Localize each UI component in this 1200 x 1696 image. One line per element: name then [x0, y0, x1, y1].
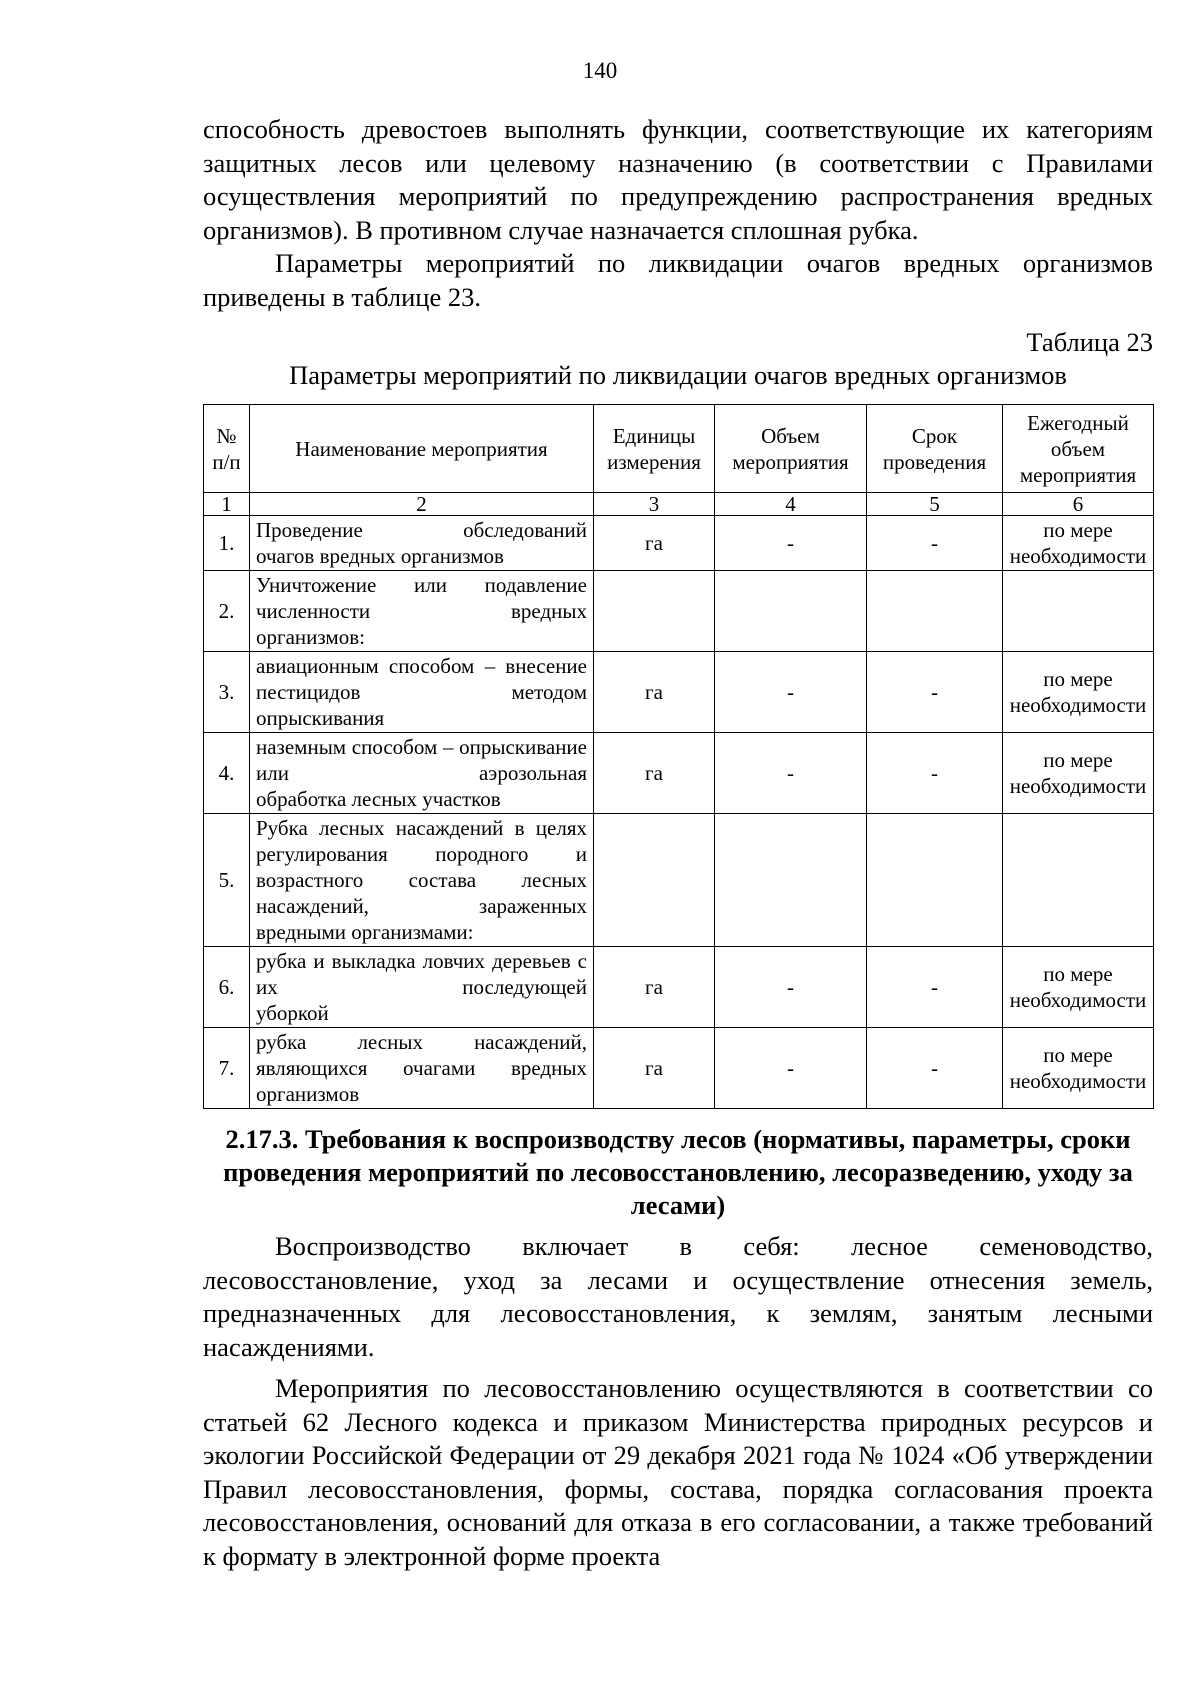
row-name-main: рубка и выкладка ловчих деревьев с их последующей	[256, 949, 587, 999]
table-header-row	[204, 405, 1154, 493]
header-name: Наименование мероприятия	[250, 405, 594, 493]
row-volume	[715, 814, 867, 947]
row-units: га	[594, 733, 715, 814]
row-name	[250, 733, 594, 814]
column-number-row	[204, 493, 1154, 516]
document-body	[203, 113, 1153, 1573]
row-units	[594, 814, 715, 947]
row-term: -	[867, 652, 1003, 733]
row-term: -	[867, 1028, 1003, 1109]
row-volume: -	[715, 733, 867, 814]
table-title: Параметры мероприятий по ликвидации очагов вредных организмов	[289, 360, 1067, 390]
row-units: га	[594, 1028, 715, 1109]
row-term	[867, 814, 1003, 947]
row-annual: по мере необходимости	[1003, 516, 1154, 571]
section-heading: 2.17.3. Требования к воспроизводству лесов (нормативы, параметры, сроки проведения мероприятий по лесовосстановлению, лесоразведению, уходу за лесами)	[223, 1124, 1133, 1220]
header-volume: Объем мероприятия	[715, 405, 867, 493]
header-num: № п/п	[204, 405, 250, 493]
row-num: 4.	[204, 733, 250, 814]
row-num: 6.	[204, 947, 250, 1028]
row-num: 3.	[204, 652, 250, 733]
row-num: 5.	[204, 814, 250, 947]
row-annual	[1003, 571, 1154, 652]
paragraph-gap	[203, 1364, 1153, 1372]
row-volume: -	[715, 652, 867, 733]
row-name-main: Уничтожение или подавление численности вредных	[256, 573, 587, 623]
row-num: 1.	[204, 516, 250, 571]
row-name	[250, 516, 594, 571]
page-number: 140	[582, 58, 618, 83]
row-name-main: наземным способом – опрыскивание или аэрозольная	[256, 735, 587, 785]
row-volume: -	[715, 947, 867, 1028]
row-name-main: авиационным способом – внесение пестицидов методом	[256, 654, 587, 704]
column-number: 1	[204, 493, 250, 516]
header-units: Единицы измерения	[594, 405, 715, 493]
row-name-main: Проведение обследований	[256, 518, 587, 542]
row-name-last: вредными организмами:	[256, 920, 474, 944]
row-annual: по мере необходимости	[1003, 733, 1154, 814]
row-name-main: Рубка лесных насаждений в целях регулирования породного и возрастного состава лесных насаждений, зараженных	[256, 816, 587, 918]
table-row	[204, 1028, 1154, 1109]
table-label: Таблица 23	[1026, 327, 1153, 357]
row-term: -	[867, 947, 1003, 1028]
row-num: 7.	[204, 1028, 250, 1109]
row-name-last: организмов	[256, 1082, 360, 1106]
table-row	[204, 652, 1154, 733]
row-name	[250, 814, 594, 947]
column-number: 6	[1003, 493, 1154, 516]
row-term: -	[867, 516, 1003, 571]
row-volume	[715, 571, 867, 652]
header-term: Срок проведения	[867, 405, 1003, 493]
row-name	[250, 652, 594, 733]
row-term: -	[867, 733, 1003, 814]
table-row	[204, 733, 1154, 814]
row-name-last: уборкой	[256, 1001, 329, 1025]
intro-paragraph: способность древостоев выполнять функции, соответствующие их категориям защитных лесов или целевому назначению (в соответствии с Правилами осуществления мероприятий по предупреждению распространения вредных организмов). В противном случае назначается сплошная рубка.	[203, 114, 1153, 245]
table-row	[204, 814, 1154, 947]
row-units: га	[594, 947, 715, 1028]
reproduction-paragraph: Воспроизводство включает в себя: лесное семеноводство, лесовосстановление, уход за лесами и осуществление отнесения земель, предназначенных для лесовосстановления, к землям, занятым лесными насаждениями.	[203, 1231, 1153, 1362]
row-annual: по мере необходимости	[1003, 1028, 1154, 1109]
row-name	[250, 947, 594, 1028]
column-number: 3	[594, 493, 715, 516]
row-annual: по мере необходимости	[1003, 652, 1154, 733]
params-paragraph: Параметры мероприятий по ликвидации очагов вредных организмов приведены в таблице 23.	[203, 248, 1153, 312]
row-units	[594, 571, 715, 652]
row-num: 2.	[204, 571, 250, 652]
row-name-main: рубка лесных насаждений, являющихся очагами вредных	[256, 1030, 587, 1080]
row-annual	[1003, 814, 1154, 947]
row-volume: -	[715, 516, 867, 571]
table-row	[204, 571, 1154, 652]
measures-table	[203, 404, 1154, 1109]
row-volume: -	[715, 1028, 867, 1109]
table-row	[204, 947, 1154, 1028]
row-term	[867, 571, 1003, 652]
column-number: 2	[250, 493, 594, 516]
measures-paragraph: Мероприятия по лесовосстановлению осуществляются в соответствии со статьей 62 Лесного кодекса и приказом Министерства природных ресурсов и экологии Российской Федерации от 29 декабря 2021 года № 1024 «Об утверждении Правил лесовосстановления, формы, состава, порядка согласования проекта лесовосстановления, оснований для отказа в его согласовании, а также требований к формату в электронной форме проекта	[203, 1373, 1153, 1571]
column-number: 4	[715, 493, 867, 516]
row-name-last: обработка лесных участков	[256, 787, 501, 811]
row-name-last: очагов вредных организмов	[256, 544, 504, 568]
table-row	[204, 516, 1154, 571]
row-name	[250, 571, 594, 652]
row-units: га	[594, 516, 715, 571]
row-name-last: организмов:	[256, 625, 365, 649]
row-annual: по мере необходимости	[1003, 947, 1154, 1028]
header-annual: Ежегодный объем мероприятия	[1003, 405, 1154, 493]
row-name	[250, 1028, 594, 1109]
row-units: га	[594, 652, 715, 733]
column-number: 5	[867, 493, 1003, 516]
row-name-last: опрыскивания	[256, 706, 385, 730]
